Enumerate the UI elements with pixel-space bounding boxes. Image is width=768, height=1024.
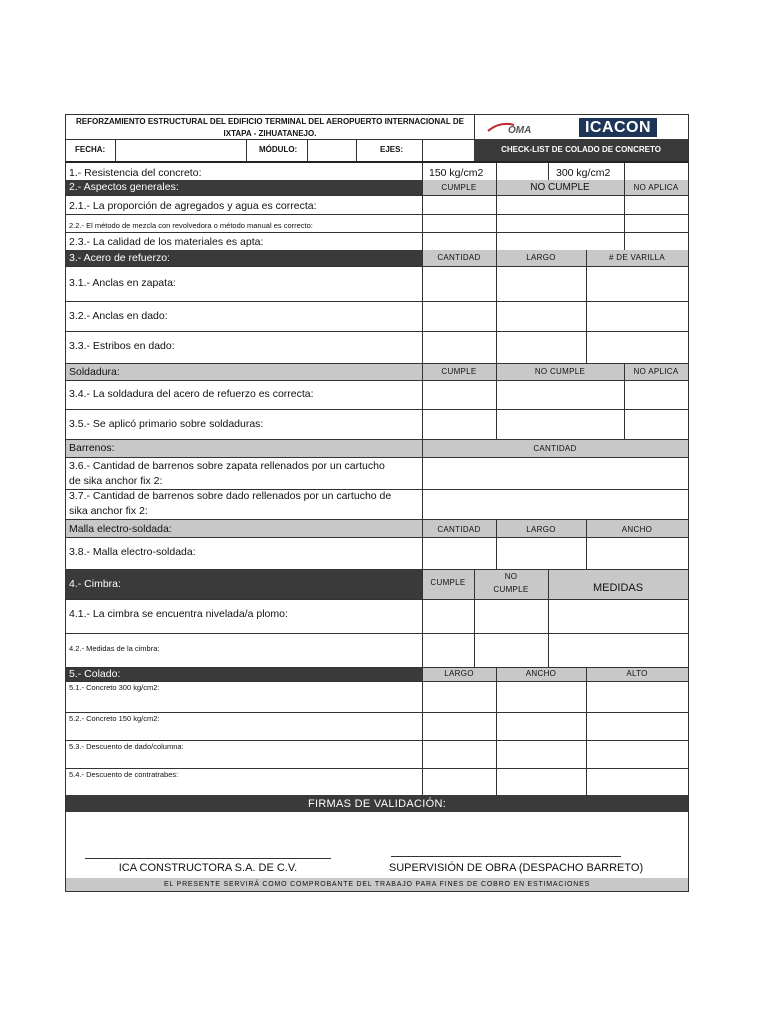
section4-title: 4.- Cimbra: [69, 578, 121, 590]
cimbra-col-medidas: MEDIDAS [592, 582, 644, 594]
col-varilla: # DE VARILLA [609, 253, 665, 262]
barrenos-col-cantidad: CANTIDAD [533, 444, 577, 453]
col-no-cumple: NO CUMPLE [530, 182, 590, 193]
soldadura-title: Soldadura: [69, 366, 120, 378]
section5-title: 5.- Colado: [69, 668, 121, 680]
checklist-form [65, 114, 689, 892]
item-3-5: 3.5.- Se aplicó primario sobre soldaduras: [69, 418, 264, 430]
colado-col-ancho: ANCHO [525, 669, 557, 678]
section3-title: 3.- Acero de refuerzo: [69, 252, 170, 264]
item-4-1: 4.1.- La cimbra se encuentra nivelada/a plomo: [69, 608, 288, 620]
item-5-3: 5.3.- Descuento de dado/columna: [69, 742, 184, 751]
oma-logo-text: OMA [508, 125, 532, 135]
firmas-title: FIRMAS DE VALIDACIÓN: [307, 798, 447, 810]
col-cantidad: CANTIDAD [437, 253, 481, 262]
soldadura-col-cumple: CUMPLE [441, 367, 477, 376]
project-title-line2: IXTAPA - ZIHUATANEJO. [223, 129, 317, 138]
col-largo: LARGO [526, 253, 556, 262]
fecha-label: FECHA: [75, 145, 106, 154]
modulo-label: MÓDULO: [259, 145, 298, 154]
fecha-field[interactable] [116, 140, 246, 160]
section2-title: 2.- Aspectos generales: [69, 181, 179, 193]
item-4-2: 4.2.- Medidas de la cimbra: [69, 644, 160, 653]
signature-line-right[interactable] [391, 856, 621, 857]
item-3-1: 3.1.- Anclas en zapata: [69, 277, 176, 289]
ejes-label: EJES: [380, 145, 404, 154]
soldadura-col-no-aplica: NO APLICA [633, 367, 679, 376]
footer-note: EL PRESENTE SERVIRÁ COMO COMPROBANTE DEL TRABAJO PARA FINES DE COBRO EN ESTIMACIONES [163, 881, 591, 888]
item-5-2: 5.2.- Concreto 150 kg/cm2: [69, 714, 160, 723]
item-3-7-line2: sika anchor fix 2: [69, 505, 148, 517]
icacon-logo: ICACON [579, 118, 657, 137]
item-3-4: 3.4.- La soldadura del acero de refuerzo es correcta: [69, 388, 314, 400]
malla-col-cantidad: CANTIDAD [437, 525, 481, 534]
item-3-6-line1: 3.6.- Cantidad de barrenos sobre zapata rellenados por un cartucho [69, 460, 385, 472]
oma-logo [486, 119, 548, 135]
cimbra-col-cumple: CUMPLE [430, 578, 466, 587]
resistencia-label: 1.- Resistencia del concreto: [69, 167, 202, 179]
cimbra-col-no-cumple-l1: NO [504, 572, 518, 581]
colado-col-alto: ALTO [626, 669, 648, 678]
resistencia-150[interactable]: 150 kg/cm2 [429, 167, 484, 179]
malla-col-largo: LARGO [526, 525, 556, 534]
resistencia-300[interactable]: 300 kg/cm2 [556, 167, 611, 179]
item-3-6-line2: de sika anchor fix 2: [69, 475, 163, 487]
barrenos-title: Barrenos: [69, 442, 115, 454]
item-3-2: 3.2.- Anclas en dado: [69, 310, 168, 322]
col-no-aplica: NO APLICA [633, 183, 679, 192]
item-2-1: 2.1.- La proporción de agregados y agua es correcta: [69, 200, 317, 212]
item-3-7-line1: 3.7.- Cantidad de barrenos sobre dado rellenados por un cartucho de [69, 490, 392, 502]
colado-col-largo: LARGO [444, 669, 474, 678]
checklist-title: CHECK-LIST DE COLADO DE CONCRETO [501, 145, 661, 154]
malla-title: Malla electro-soldada: [69, 523, 172, 535]
modulo-field[interactable] [308, 140, 356, 160]
signature-right-label: SUPERVISIÓN DE OBRA (DESPACHO BARRETO) [388, 862, 644, 874]
item-5-1: 5.1.- Concreto 300 kg/cm2: [69, 683, 160, 692]
item-5-4: 5.4.- Descuento de contratrabes: [69, 770, 179, 779]
malla-col-ancho: ANCHO [621, 525, 653, 534]
item-3-3: 3.3.- Estribos en dado: [69, 340, 175, 352]
item-3-8: 3.8.- Malla electro-soldada: [69, 546, 196, 558]
soldadura-col-no-cumple: NO CUMPLE [534, 367, 586, 376]
ejes-field[interactable] [423, 140, 473, 160]
signature-line-left[interactable] [85, 858, 331, 859]
signature-left-label: ICA CONSTRUCTORA S.A. DE C.V. [118, 862, 298, 874]
cimbra-col-no-cumple-l2: CUMPLE [493, 585, 529, 594]
project-title-line1: REFORZAMIENTO ESTRUCTURAL DEL EDIFICIO TERMINAL DEL AEROPUERTO INTERNACIONAL DE [75, 117, 465, 126]
item-2-2: 2.2.- El método de mezcla con revolvedora o método manual es correcto: [69, 221, 313, 230]
item-2-3: 2.3.- La calidad de los materiales es apta: [69, 236, 264, 248]
col-cumple: CUMPLE [441, 183, 477, 192]
